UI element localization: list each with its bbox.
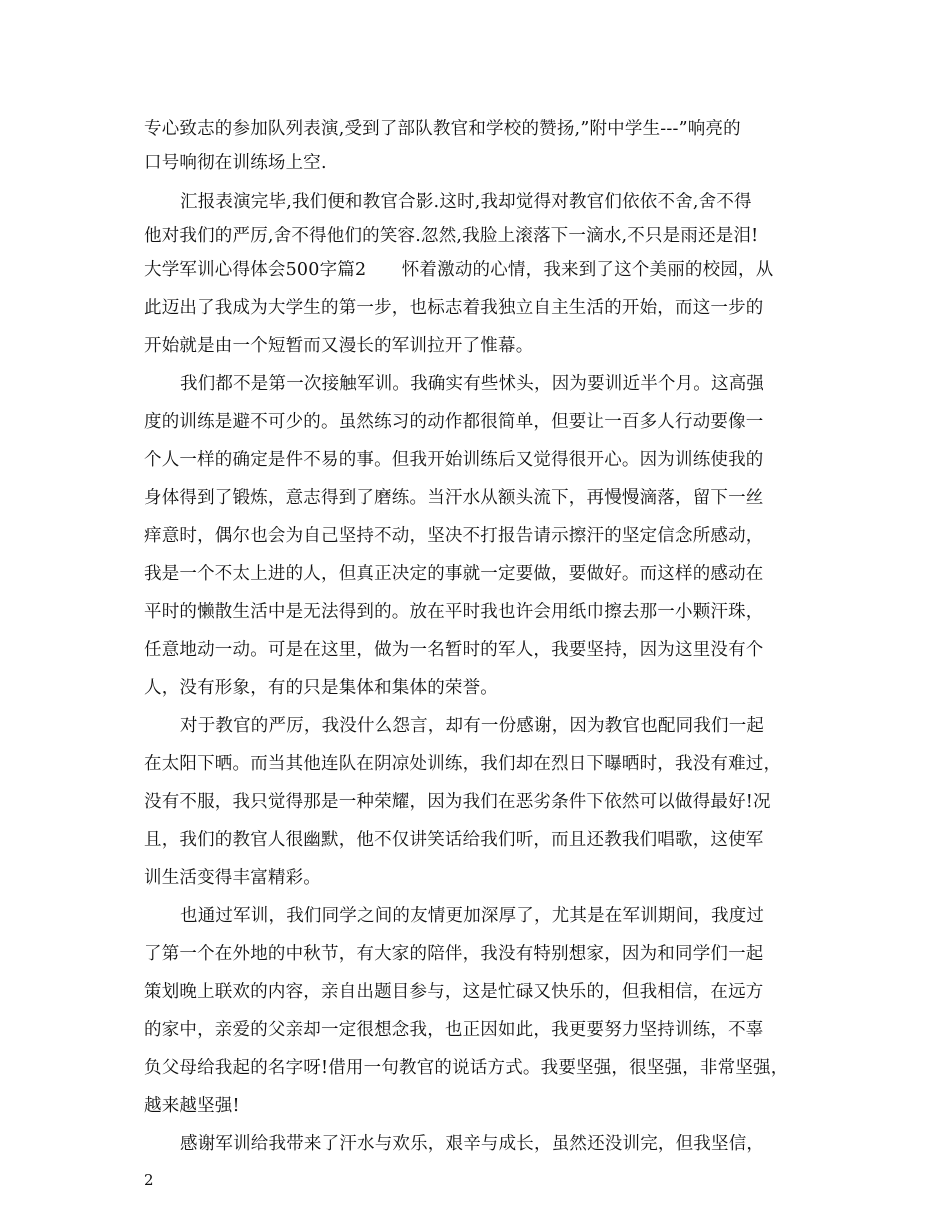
text-line: 身体得到了锻炼，意志得到了磨练。当汗水从额头流下，再慢慢滴落，留下一丝 xyxy=(144,488,764,508)
text-line: 我是一个不太上进的人，但真正决定的事就一定要做，要做好。而这样的感动在 xyxy=(144,564,764,584)
text-line: 此迈出了我成为大学生的第一步，也标志着我独立自主生活的开始，而这一步的 xyxy=(144,298,764,318)
page-number: 2 xyxy=(144,1171,154,1189)
text-line: 口号响彻在训练场上空. xyxy=(144,153,327,173)
text-line: 策划晚上联欢的内容，亲自出题目参与，这是忙碌又快乐的，但我相信，在远方 xyxy=(144,982,764,1002)
text-line: 且，我们的教官人很幽默，他不仅讲笑话给我们听，而且还教我们唱歌，这使军 xyxy=(144,830,764,850)
text-line: 任意地动一动。可是在这里，做为一名暂时的军人，我要坚持，因为这里没有个 xyxy=(144,640,764,660)
text-line: 的家中，亲爱的父亲却一定很想念我，也正因如此，我更要努力坚持训练，不辜 xyxy=(144,1020,764,1040)
text-line: 越来越坚强! xyxy=(144,1096,240,1116)
text-line: 训生活变得丰富精彩。 xyxy=(144,868,321,888)
text-line: 也通过军训，我们同学之间的友情更加深厚了，尤其是在军训期间，我度过 xyxy=(180,906,765,926)
text-line: 度的训练是避不可少的。虽然练习的动作都很简单，但要让一百多人行动要像一 xyxy=(144,412,764,432)
text-line: 专心致志的参加队列表演,受到了部队教官和学校的赞扬,”附中学生---”响亮的 xyxy=(144,119,741,139)
text-line: 我们都不是第一次接触军训。我确实有些怵头，因为要训近半个月。这高强 xyxy=(180,374,765,394)
text-line: 感谢军训给我带来了汗水与欢乐，艰辛与成长，虽然还没训完，但我坚信， xyxy=(180,1134,765,1154)
text-line: 平时的懒散生活中是无法得到的。放在平时我也许会用纸巾擦去那一小颗汗珠， xyxy=(144,602,764,622)
text-line: 负父母给我起的名字呀!借用一句教官的说话方式。我要坚强，很坚强，非常坚强， xyxy=(144,1058,789,1078)
text-line: 他对我们的严厉,舍不得他们的笑容.忽然,我脸上滚落下一滴水,不只是雨还是泪! xyxy=(144,226,759,246)
section-heading-line: 大学军训心得体会500字篇2 怀着激动的心情，我来到了这个美丽的校园，从 xyxy=(144,260,774,280)
text-line: 痒意时，偶尔也会为自己坚持不动，坚决不打报告请示擦汗的坚定信念所感动， xyxy=(144,526,764,546)
text-line: 在太阳下晒。而当其他连队在阴凉处训练，我们却在烈日下曝晒时，我没有难过， xyxy=(144,754,782,774)
text-line: 开始就是由一个短暂而又漫长的军训拉开了惟幕。 xyxy=(144,336,534,356)
text-line: 没有不服，我只觉得那是一种荣耀，因为我们在恶劣条件下依然可以做得最好!况 xyxy=(144,792,771,812)
text-line: 对于教官的严厉，我没什么怨言，却有一份感谢，因为教官也配同我们一起 xyxy=(180,716,765,736)
text-line: 人，没有形象，有的只是集体和集体的荣誉。 xyxy=(144,678,498,698)
text-line: 个人一样的确定是件不易的事。但我开始训练后又觉得很开心。因为训练使我的 xyxy=(144,450,764,470)
text-line: 了第一个在外地的中秋节，有大家的陪伴，我没有特别想家，因为和同学们一起 xyxy=(144,944,764,964)
text-line: 汇报表演完毕,我们便和教官合影.这时,我却觉得对教官们依依不舍,舍不得 xyxy=(180,192,752,212)
